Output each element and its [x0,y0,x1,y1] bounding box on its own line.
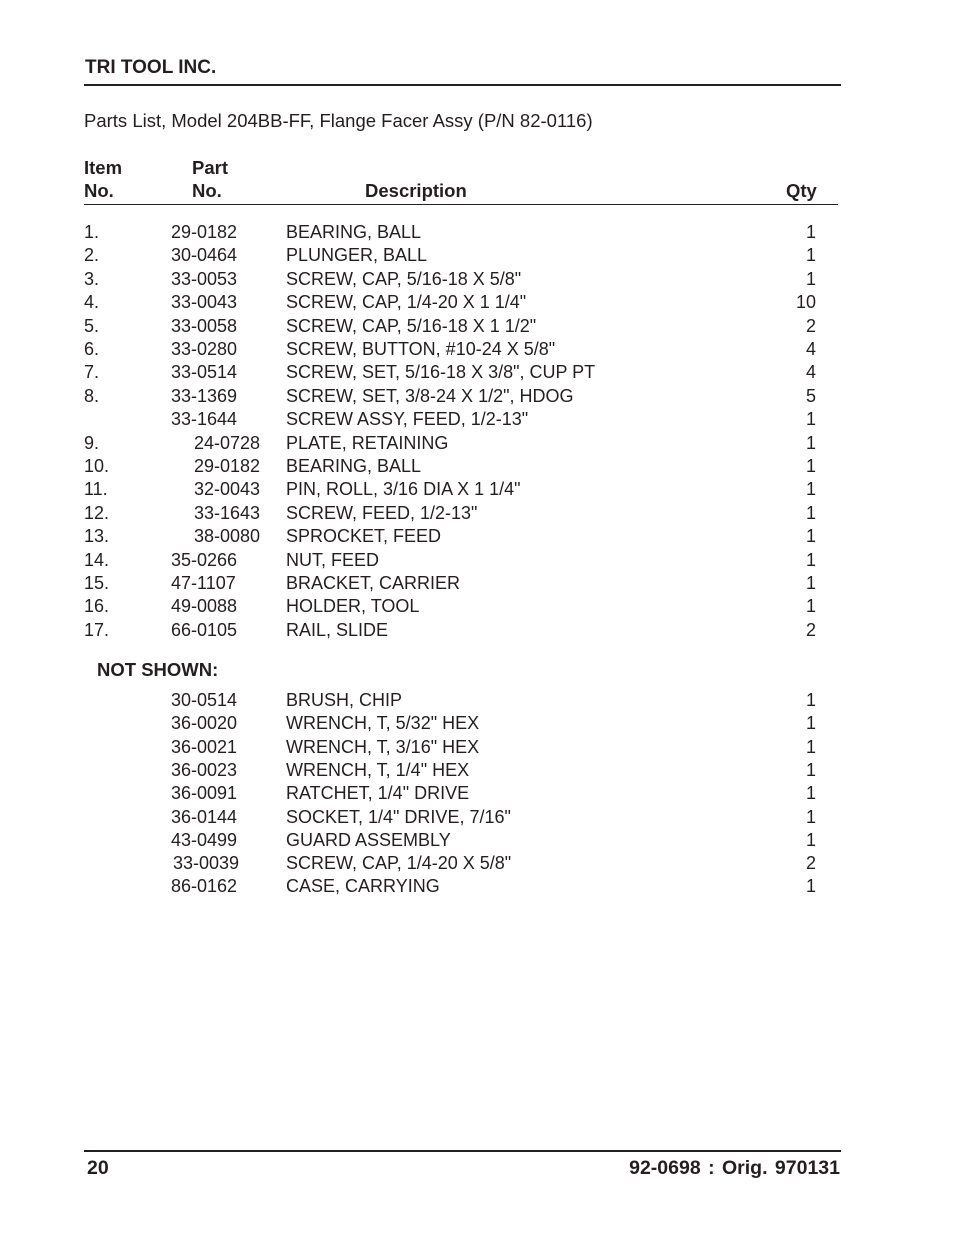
part-quantity: 2 [805,619,816,640]
part-quantity: 1 [805,479,816,500]
part-description: WRENCH, T, 3/16" HEX [286,736,480,757]
part-number: 36-0091 [171,783,238,804]
part-quantity: 1 [805,245,816,266]
table-row [0,291,954,314]
column-header-item-line1: Item [84,157,123,178]
part-number: 33-1643 [194,502,261,523]
table-row [0,829,954,852]
part-quantity: 1 [805,829,816,850]
part-number: 66-0105 [171,619,238,640]
part-quantity: 1 [805,690,816,710]
part-description: SCREW, CAP, 1/4-20 X 5/8" [286,853,512,874]
item-number: 15. [84,573,110,593]
part-description: SCREW, CAP, 1/4-20 X 1 1/4" [286,292,527,313]
part-number: 24-0728 [194,432,261,453]
part-quantity: 2 [805,315,816,336]
part-number: 33-0039 [173,853,240,874]
part-quantity: 1 [805,596,816,617]
page-number: 20 [87,1157,109,1179]
table-row [0,361,954,384]
item-number: 17. [84,619,110,640]
part-number: 33-0058 [171,315,238,336]
item-number: 12. [84,502,110,523]
table-row [0,689,954,712]
table-row [0,782,954,805]
part-description: HOLDER, TOOL [286,596,420,617]
item-number: 2. [84,245,100,266]
part-description: CASE, CARRYING [286,876,440,897]
part-number: 36-0021 [171,736,238,757]
column-header-item [84,156,122,202]
part-description: PIN, ROLL, 3/16 DIA X 1 1/4" [286,479,521,500]
table-row [0,455,954,478]
table-row [0,244,954,267]
table-row [0,502,954,525]
part-number: 33-1644 [171,409,238,430]
part-number: 33-0514 [171,362,238,383]
item-number: 3. [84,268,100,289]
column-header-part [192,156,228,202]
table-row [0,572,954,595]
part-description: SCREW, CAP, 5/16-18 X 5/8" [286,268,522,289]
part-description: SCREW, BUTTON, #10-24 X 5/8" [286,339,556,359]
column-header-item-line2: No. [84,180,114,201]
part-description: SCREW, SET, 3/8-24 X 1/2", HDOG [286,385,574,406]
table-row [0,268,954,291]
item-number: 11. [84,479,108,500]
part-number: 33-0053 [171,268,238,289]
part-quantity: 1 [805,456,816,476]
part-quantity: 1 [805,759,816,780]
table-row [0,595,954,618]
item-number: 16. [84,596,110,617]
part-number: 29-0182 [194,456,261,476]
part-number: 33-1369 [171,385,238,406]
item-number: 6. [84,339,100,359]
part-description: GUARD ASSEMBLY [286,829,451,850]
column-header-part-line1: Part [192,157,228,178]
part-quantity: 1 [805,876,816,897]
part-quantity: 4 [805,362,816,383]
part-description: PLUNGER, BALL [286,245,428,266]
part-quantity: 1 [805,222,816,242]
part-description: SPROCKET, FEED [286,526,442,547]
part-quantity: 1 [805,526,816,547]
table-row [0,408,954,431]
part-description: SCREW, FEED, 1/2-13" [286,502,478,523]
part-description: PLATE, RETAINING [286,432,449,453]
part-quantity: 1 [805,549,816,570]
part-number: 36-0144 [171,806,238,827]
footer-rule [84,1150,841,1152]
item-number: 9. [84,432,100,453]
part-description: SCREW ASSY, FEED, 1/2-13" [286,409,529,430]
part-number: 38-0080 [194,526,261,547]
part-description: RAIL, SLIDE [286,619,389,640]
table-row [0,338,954,361]
part-description: RATCHET, 1/4" DRIVE [286,783,470,804]
item-number: 13. [84,526,110,547]
table-row [0,736,954,759]
table-row [0,852,954,875]
item-number: 5. [84,315,100,336]
column-header-description: Description [365,180,467,201]
part-quantity: 1 [805,432,816,453]
part-description: WRENCH, T, 5/32" HEX [286,713,480,734]
table-row [0,315,954,338]
part-quantity: 5 [805,385,816,406]
table-row [0,478,954,501]
part-description: BRUSH, CHIP [286,690,403,710]
part-description: SOCKET, 1/4" DRIVE, 7/16" [286,806,511,827]
part-quantity: 2 [805,853,816,874]
table-row [0,525,954,548]
part-number: 35-0266 [171,549,238,570]
header-rule [84,84,841,86]
part-number: 36-0020 [171,713,238,734]
part-quantity: 10 [795,292,816,313]
part-description: BEARING, BALL [286,456,422,476]
part-description: BRACKET, CARRIER [286,573,461,593]
part-quantity: 1 [805,736,816,757]
item-number: 7. [84,362,100,383]
part-quantity: 1 [805,783,816,804]
company-name: TRI TOOL INC. [85,57,217,78]
document-subtitle: Parts List, Model 204BB-FF, Flange Facer Assy (P/N 82-0116) [84,110,593,131]
item-number: 1. [84,222,100,242]
part-number: 29-0182 [171,222,238,242]
part-description: NUT, FEED [286,549,380,570]
part-quantity: 1 [805,573,816,593]
table-row [0,875,954,898]
part-number: 30-0464 [171,245,238,266]
part-quantity: 4 [805,339,816,359]
table-row [0,549,954,572]
part-description: SCREW, SET, 5/16-18 X 3/8", CUP PT [286,362,596,383]
part-number: 33-0280 [171,339,238,359]
part-number: 49-0088 [171,596,238,617]
column-header-qty: Qty [786,180,817,201]
part-description: WRENCH, T, 1/4" HEX [286,759,470,780]
part-description: SCREW, CAP, 5/16-18 X 1 1/2" [286,315,537,336]
item-number: 4. [84,292,100,313]
part-number: 47-1107 [171,573,236,593]
document-reference: 92-0698 : Orig. 970131 [629,1157,840,1179]
table-row [0,432,954,455]
part-quantity: 1 [805,806,816,827]
table-row [0,385,954,408]
part-number: 86-0162 [171,876,238,897]
part-quantity: 1 [805,409,816,430]
part-number: 43-0499 [171,829,238,850]
item-number: 8. [84,385,100,406]
part-number: 36-0023 [171,759,238,780]
part-number: 32-0043 [194,479,261,500]
table-row [0,806,954,829]
item-number: 10. [84,456,110,476]
table-row [0,759,954,782]
part-description: BEARING, BALL [286,222,422,242]
table-row [0,221,954,244]
table-row [0,619,954,642]
part-number: 33-0043 [171,292,238,313]
column-header-rule [84,204,838,205]
part-quantity: 1 [805,502,816,523]
part-quantity: 1 [805,268,816,289]
item-number: 14. [84,549,110,570]
column-header-part-line2: No. [192,180,222,201]
not-shown-heading: NOT SHOWN: [97,659,219,680]
part-quantity: 1 [805,713,816,734]
table-row [0,712,954,735]
part-number: 30-0514 [171,690,238,710]
